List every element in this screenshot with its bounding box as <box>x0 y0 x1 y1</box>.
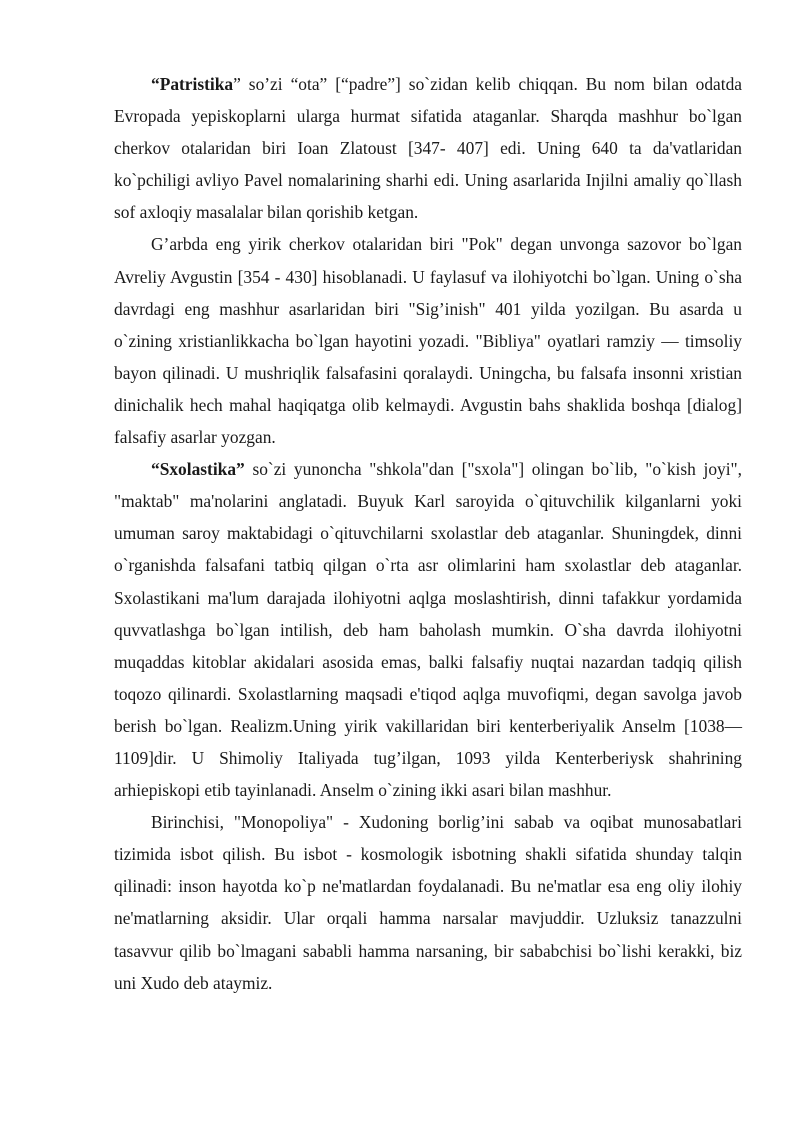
paragraph-sxolastika <box>114 453 742 806</box>
paragraph-text: Birinchisi, "Monopoliya" - Xudoning borlig’ini sabab va oqibat munosabatlari tizimida isbot qilish. Bu isbot - kosmologik isbotning shakli sifatida shunday talqin qilinadi: inson hayotda ko`p ne'matlardan foydalanadi. Bu ne'matlar esa eng oliy ilohiy ne'matlarning aksidir. Ular orqali hamma narsalar mavjuddir. Uzluksiz tanazzulni tasavvur qilib bo`lmagani sababli hamma narsaning, bir sababchisi bo`lishi kerakki, biz uni Xudo deb ataymiz. <box>114 812 742 993</box>
document-page <box>114 68 742 999</box>
paragraph-text: ” so’zi “ota” [“padre”] so`zidan kelib chiqqan. Bu nom bilan odatda Evropada yepiskoplarni ularga hurmat sifatida ataganlar. Sharqda mashhur bo`lgan cherkov otalaridan biri Ioan Zlatoust [347- 407] edi. Uning 640 ta da'vatlaridan ko`pchiligi avliyo Pavel nomalarining sharhi edi. Uning asarlarida Injilni amaliy qo`llash sof axloqiy masalalar bilan qorishib ketgan. <box>114 74 742 223</box>
paragraph-patristika <box>114 68 742 228</box>
paragraph-avgustin <box>114 228 742 453</box>
paragraph-monopoliya <box>114 806 742 999</box>
paragraph-text: so`zi yunoncha "shkola"dan ["sxola"] olingan bo`lib, "o`kish joyi", "maktab" ma'nolarini anglatadi. Buyuk Karl saroyida o`qituvchilik kilganlarni yoki umuman saroy maktabidagi o`qituvchilarni sxolastlar deb ataganlar. Shuningdek, dinni o`rganishda falsafani tatbiq qilgan o`rta asr olimlarini ham sxolastlar deb ataganlar. Sxolastikani ma'lum darajada ilohiyotni aqlga moslashtirish, dinni tafakkur yordamida quvvatlashga bo`lgan intilish, deb ham baholash mumkin. O`sha davrda ilohiyotni muqaddas kitoblar akidalari asosida emas, balki falsafiy nuqtai nazardan tadqiq qilish toqozo qilinardi. Sxolastlarning maqsadi e'tiqod aqlga muvofiqmi, degan savolga javob berish bo`lgan. Realizm.Uning yirik vakillaridan biri kenterberiyalik Anselm [1038— 1109]dir. U Shimoliy Italiyada tug’ilgan, 1093 yilda Kenterberiysk shahrining arhiepiskopi etib tayinlanadi. Anselm o`zining ikki asari bilan mashhur. <box>114 459 742 801</box>
paragraph-text: G’arbda eng yirik cherkov otalaridan biri "Pok" degan unvonga sazovor bo`lgan Avreliy Avgustin [354 - 430] hisoblanadi. U faylasuf va ilohiyotchi bo`lgan. Uning o`sha davrdagi eng mashhur asarlaridan biri "Sig’inish" 401 yilda yozilgan. Bu asarda u o`zining xristianlikkacha bo`lgan hayotini yozadi. "Bibliya" oyatlari ramziy — timsoliy bayon qilinadi. U mushriqlik falsafasini qoralaydi. Uningcha, bu falsafa insonni xristian dinichalik hech mahal haqiqatga olib kelmaydi. Avgustin bahs shaklida boshqa [dialog] falsafiy asarlar yozgan. <box>114 234 742 448</box>
term-patristika: “Patristika <box>151 74 234 94</box>
term-sxolastika: “Sxolastika” <box>151 459 245 480</box>
